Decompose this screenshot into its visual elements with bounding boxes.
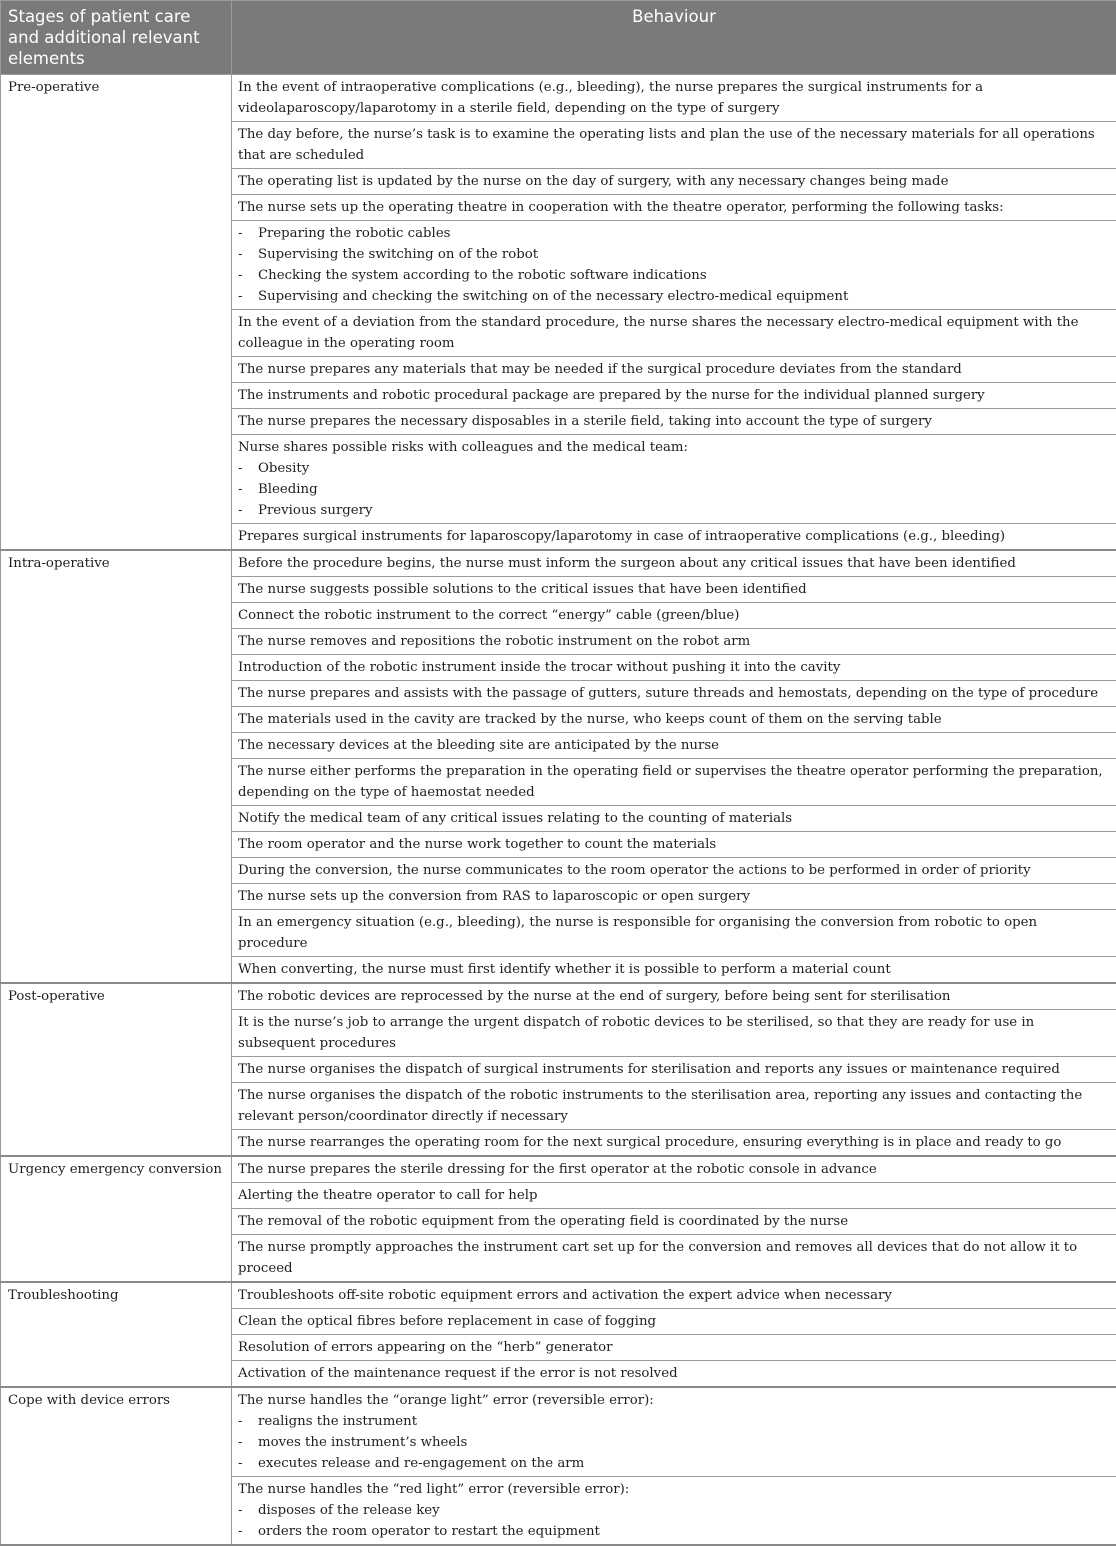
bullet-text: Checking the system according to the robotic software indications <box>258 268 707 283</box>
behaviour-cell <box>232 550 1116 577</box>
stage-cell: Pre-operative <box>1 75 232 551</box>
behaviour-cell <box>232 957 1116 984</box>
behaviour-cell <box>232 1083 1116 1130</box>
dash-bullet-icon: - <box>238 244 258 265</box>
stage-cell: Urgency emergency conversion <box>1 1156 232 1282</box>
behaviour-cell <box>232 195 1116 221</box>
bullet-text: Preparing the robotic cables <box>258 226 451 241</box>
bullet-item <box>238 500 1110 521</box>
behaviour-cell <box>232 1010 1116 1057</box>
bullet-item <box>238 244 1110 265</box>
bullet-text: executes release and re-engagement on the arm <box>258 1456 584 1471</box>
dash-bullet-icon: - <box>238 1521 258 1542</box>
behaviour-text: The nurse prepares the necessary disposables in a sterile field, taking into account the type of surgery <box>238 411 1110 432</box>
behaviour-cell <box>232 603 1116 629</box>
stage-cell: Intra-operative <box>1 550 232 983</box>
behaviour-text: During the conversion, the nurse communicates to the room operator the actions to be performed in order of priority <box>238 860 1110 881</box>
header-behaviour: Behaviour <box>232 1 1116 75</box>
behaviour-text: Alerting the theatre operator to call for help <box>238 1185 1110 1206</box>
bullet-item <box>238 1521 1110 1542</box>
behaviour-text: The nurse organises the dispatch of the robotic instruments to the sterilisation area, reporting any issues and contacting the relevant person/coordinator directly if necessary <box>238 1085 1110 1127</box>
stage-cell: Post-operative <box>1 983 232 1156</box>
behaviour-text: The robotic devices are reprocessed by the nurse at the end of surgery, before being sent for sterilisation <box>238 986 1110 1007</box>
behaviour-text: The day before, the nurse’s task is to examine the operating lists and plan the use of the necessary materials for all operations that are scheduled <box>238 124 1110 166</box>
behaviour-text: Connect the robotic instrument to the correct “energy” cable (green/blue) <box>238 605 1110 626</box>
dash-bullet-icon: - <box>238 223 258 244</box>
dash-bullet-icon: - <box>238 1500 258 1521</box>
behaviour-cell <box>232 1235 1116 1283</box>
behaviour-cell <box>232 629 1116 655</box>
behaviour-text: Resolution of errors appearing on the “herb” generator <box>238 1337 1110 1358</box>
bullet-text: Supervising and checking the switching on of the necessary electro-medical equipment <box>258 289 848 304</box>
behaviour-text: In an emergency situation (e.g., bleeding), the nurse is responsible for organising the conversion from robotic to open procedure <box>238 912 1110 954</box>
behaviour-text: Prepares surgical instruments for laparoscopy/laparotomy in case of intraoperative complications (e.g., bleeding) <box>238 526 1110 547</box>
bullet-text: Bleeding <box>258 482 318 497</box>
dash-bullet-icon: - <box>238 479 258 500</box>
behaviour-text: Activation of the maintenance request if the error is not resolved <box>238 1363 1110 1384</box>
dash-bullet-icon: - <box>238 500 258 521</box>
table-row <box>1 550 1116 577</box>
behaviour-cell <box>232 169 1116 195</box>
behaviour-text: The instruments and robotic procedural package are prepared by the nurse for the individual planned surgery <box>238 385 1110 406</box>
behaviour-cell <box>232 75 1116 122</box>
behaviour-cell <box>232 1057 1116 1083</box>
behaviour-cell <box>232 221 1116 310</box>
table-row <box>1 1282 1116 1309</box>
behaviour-cell <box>232 310 1116 357</box>
bullet-item <box>238 1453 1110 1474</box>
behaviour-cell <box>232 655 1116 681</box>
behaviour-cell <box>232 858 1116 884</box>
behaviour-cell <box>232 1387 1116 1477</box>
behaviour-cell <box>232 681 1116 707</box>
behaviour-text: Troubleshoots off-site robotic equipment errors and activation the expert advice when necessary <box>238 1285 1110 1306</box>
behaviour-text: Introduction of the robotic instrument inside the trocar without pushing it into the cavity <box>238 657 1110 678</box>
behaviour-text: The operating list is updated by the nurse on the day of surgery, with any necessary changes being made <box>238 171 1110 192</box>
behaviour-cell <box>232 1183 1116 1209</box>
behaviour-text: The nurse promptly approaches the instrument cart set up for the conversion and removes all devices that do not allow it to proceed <box>238 1237 1110 1279</box>
behaviour-cell <box>232 383 1116 409</box>
header-row <box>1 1 1116 75</box>
bullet-text: realigns the instrument <box>258 1414 417 1429</box>
behaviour-cell <box>232 884 1116 910</box>
table-body <box>1 75 1116 1546</box>
behaviour-cell <box>232 707 1116 733</box>
behaviour-text: The nurse sets up the conversion from RAS to laparoscopic or open surgery <box>238 886 1110 907</box>
bullet-item <box>238 458 1110 479</box>
behaviour-cell <box>232 1282 1116 1309</box>
behaviour-text: The nurse suggests possible solutions to the critical issues that have been identified <box>238 579 1110 600</box>
behaviour-cell <box>232 759 1116 806</box>
dash-bullet-icon: - <box>238 458 258 479</box>
behaviour-text: The nurse prepares the sterile dressing for the first operator at the robotic console in advance <box>238 1159 1110 1180</box>
bullet-item <box>238 479 1110 500</box>
behaviour-text: The nurse either performs the preparation in the operating field or supervises the theatre operator performing the preparation, depending on the type of haemostat needed <box>238 761 1110 803</box>
behaviour-text: Notify the medical team of any critical issues relating to the counting of materials <box>238 808 1110 829</box>
dash-bullet-icon: - <box>238 1411 258 1432</box>
behaviour-cell <box>232 910 1116 957</box>
behaviour-text: In the event of intraoperative complications (e.g., bleeding), the nurse prepares the surgical instruments for a videolaparoscopy/laparotomy in a sterile field, depending on the type of surgery <box>238 77 1110 119</box>
table-row <box>1 1387 1116 1477</box>
dash-bullet-icon: - <box>238 1432 258 1453</box>
bullet-item <box>238 286 1110 307</box>
behaviour-cell <box>232 1335 1116 1361</box>
bullet-item <box>238 265 1110 286</box>
behaviour-text: Clean the optical fibres before replacement in case of fogging <box>238 1311 1110 1332</box>
behaviour-cell <box>232 806 1116 832</box>
behaviour-text: In the event of a deviation from the standard procedure, the nurse shares the necessary electro-medical equipment with the colleague in the operating room <box>238 312 1110 354</box>
bullet-text: orders the room operator to restart the equipment <box>258 1524 600 1539</box>
behaviour-cell <box>232 733 1116 759</box>
behaviour-text: The room operator and the nurse work together to count the materials <box>238 834 1110 855</box>
dash-bullet-icon: - <box>238 1453 258 1474</box>
behaviour-text: The necessary devices at the bleeding site are anticipated by the nurse <box>238 735 1110 756</box>
bullet-text: Supervising the switching on of the robot <box>258 247 538 262</box>
stage-cell: Cope with device errors <box>1 1387 232 1545</box>
behaviour-text: The nurse sets up the operating theatre in cooperation with the theatre operator, performing the following tasks: <box>238 197 1110 218</box>
behaviour-text: The removal of the robotic equipment from the operating field is coordinated by the nurse <box>238 1211 1110 1232</box>
table-row <box>1 983 1116 1010</box>
behaviour-text: The materials used in the cavity are tracked by the nurse, who keeps count of them on the serving table <box>238 709 1110 730</box>
bullet-item <box>238 223 1110 244</box>
behaviour-cell <box>232 524 1116 551</box>
behaviour-text: When converting, the nurse must first identify whether it is possible to perform a material count <box>238 959 1110 980</box>
behaviour-cell <box>232 1209 1116 1235</box>
behaviour-text: Nurse shares possible risks with colleagues and the medical team: <box>238 437 1110 458</box>
behaviour-cell <box>232 409 1116 435</box>
bullet-text: moves the instrument’s wheels <box>258 1435 467 1450</box>
behaviour-cell <box>232 1130 1116 1157</box>
behaviour-cell <box>232 577 1116 603</box>
behaviour-cell <box>232 1361 1116 1388</box>
stage-cell: Troubleshooting <box>1 1282 232 1387</box>
behaviour-cell <box>232 1477 1116 1546</box>
behaviour-cell <box>232 435 1116 524</box>
behaviour-cell <box>232 1309 1116 1335</box>
behaviour-cell <box>232 1156 1116 1183</box>
behaviour-text: The nurse prepares any materials that may be needed if the surgical procedure deviates from the standard <box>238 359 1110 380</box>
bullet-text: Previous surgery <box>258 503 373 518</box>
behaviour-cell <box>232 983 1116 1010</box>
header-stages: Stages of patient care and additional relevant elements <box>1 1 232 75</box>
behaviour-text: The nurse handles the “red light” error (reversible error): <box>238 1479 1110 1500</box>
bullet-item <box>238 1411 1110 1432</box>
bullet-item <box>238 1500 1110 1521</box>
bullet-text: Obesity <box>258 461 309 476</box>
table-row <box>1 75 1116 122</box>
behaviour-text: The nurse prepares and assists with the passage of gutters, suture threads and hemostats, depending on the type of procedure <box>238 683 1110 704</box>
behaviour-text: Before the procedure begins, the nurse must inform the surgeon about any critical issues that have been identified <box>238 553 1110 574</box>
bullet-text: disposes of the release key <box>258 1503 440 1518</box>
table-row <box>1 1156 1116 1183</box>
behaviour-cell <box>232 832 1116 858</box>
dash-bullet-icon: - <box>238 286 258 307</box>
behaviour-cell <box>232 122 1116 169</box>
behaviour-text: The nurse handles the “orange light” error (reversible error): <box>238 1390 1110 1411</box>
behaviour-text: The nurse rearranges the operating room for the next surgical procedure, ensuring everything is in place and ready to go <box>238 1132 1110 1153</box>
behaviour-cell <box>232 357 1116 383</box>
behaviour-text: The nurse removes and repositions the robotic instrument on the robot arm <box>238 631 1110 652</box>
bullet-item <box>238 1432 1110 1453</box>
dash-bullet-icon: - <box>238 265 258 286</box>
behaviour-text: The nurse organises the dispatch of surgical instruments for sterilisation and reports any issues or maintenance required <box>238 1059 1110 1080</box>
behaviour-text: It is the nurse’s job to arrange the urgent dispatch of robotic devices to be sterilised, so that they are ready for use in subsequent procedures <box>238 1012 1110 1054</box>
